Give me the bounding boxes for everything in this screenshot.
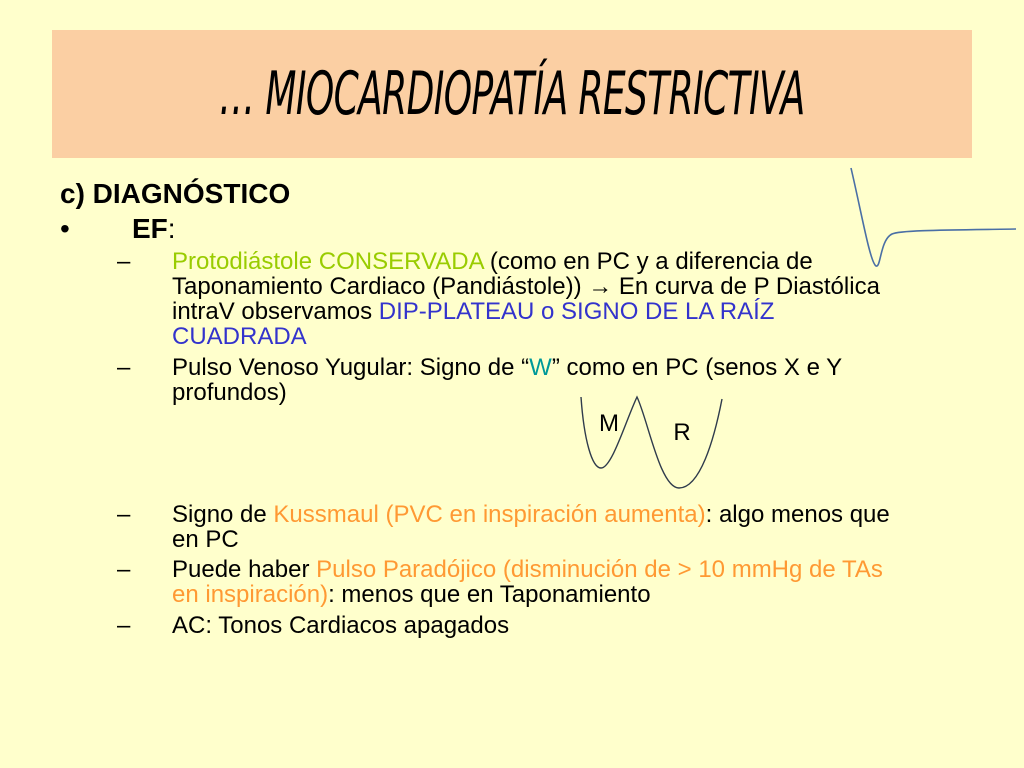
dash-marker: – bbox=[117, 248, 131, 275]
body-text: : menos que en Taponamiento bbox=[328, 581, 651, 608]
body-text: (como en PC y a diferencia de bbox=[483, 248, 813, 275]
highlighted-text: Pulso Paradójico (disminución de > 10 mmHg de TAs bbox=[316, 556, 883, 583]
highlighted-text: Kussmaul (PVC en inspiración aumenta) bbox=[273, 501, 706, 528]
highlighted-text: en inspiración) bbox=[172, 581, 329, 608]
item-line bbox=[172, 249, 880, 274]
dash-marker: – bbox=[117, 612, 131, 639]
item-line bbox=[172, 299, 880, 324]
highlighted-text: W bbox=[529, 354, 552, 381]
item-line bbox=[172, 324, 880, 349]
item-text bbox=[172, 249, 880, 349]
body-text: en PC bbox=[172, 526, 239, 553]
item-line bbox=[172, 355, 842, 380]
item-line bbox=[172, 502, 890, 527]
item-text bbox=[172, 613, 509, 638]
dash-marker: – bbox=[117, 556, 131, 583]
slide-title: … MIOCARDIOPATÍA RESTRICTIVA bbox=[219, 59, 805, 129]
highlighted-text: DIP-PLATEAU o SIGNO DE LA RAÍZ bbox=[378, 298, 775, 325]
dash-marker: – bbox=[117, 501, 131, 528]
label-r: R bbox=[673, 419, 691, 446]
item-line bbox=[172, 557, 883, 582]
body-text: Signo de bbox=[172, 501, 274, 528]
item-text bbox=[172, 355, 842, 405]
body-text: profundos) bbox=[172, 379, 287, 406]
dash-marker: – bbox=[117, 354, 131, 381]
highlighted-text: CUADRADA bbox=[172, 323, 307, 350]
w-wave-curve bbox=[581, 397, 722, 488]
bullet-label bbox=[132, 213, 176, 245]
bullet-label-suffix: : bbox=[167, 213, 176, 244]
bullet-marker: • bbox=[60, 213, 70, 244]
body-text: Puede haber bbox=[172, 556, 317, 583]
item-text bbox=[172, 502, 890, 552]
title-bar bbox=[52, 30, 972, 158]
item-text bbox=[172, 557, 883, 607]
body-text: AC: Tonos Cardiacos apagados bbox=[172, 612, 510, 639]
body-text: Taponamiento Cardiaco (Pandiástole)) → En curva de P Diastólica bbox=[172, 273, 880, 300]
bullet-ef bbox=[0, 213, 400, 245]
body-text: Pulso Venoso Yugular: Signo de “ bbox=[172, 354, 530, 381]
item-line bbox=[172, 613, 509, 638]
body-text: intraV observamos bbox=[172, 298, 379, 325]
item-line bbox=[172, 582, 883, 607]
item-line bbox=[172, 380, 842, 405]
bullet-label-bold: EF bbox=[132, 213, 168, 244]
body-text: ” como en PC (senos X e Y bbox=[551, 354, 843, 381]
item-line bbox=[172, 527, 890, 552]
highlighted-text: Protodiástole CONSERVADA bbox=[172, 248, 484, 275]
body-text: : algo menos que bbox=[705, 501, 890, 528]
item-line bbox=[172, 274, 880, 299]
label-m: M bbox=[599, 410, 619, 437]
section-heading: c) DIAGNÓSTICO bbox=[60, 178, 291, 209]
